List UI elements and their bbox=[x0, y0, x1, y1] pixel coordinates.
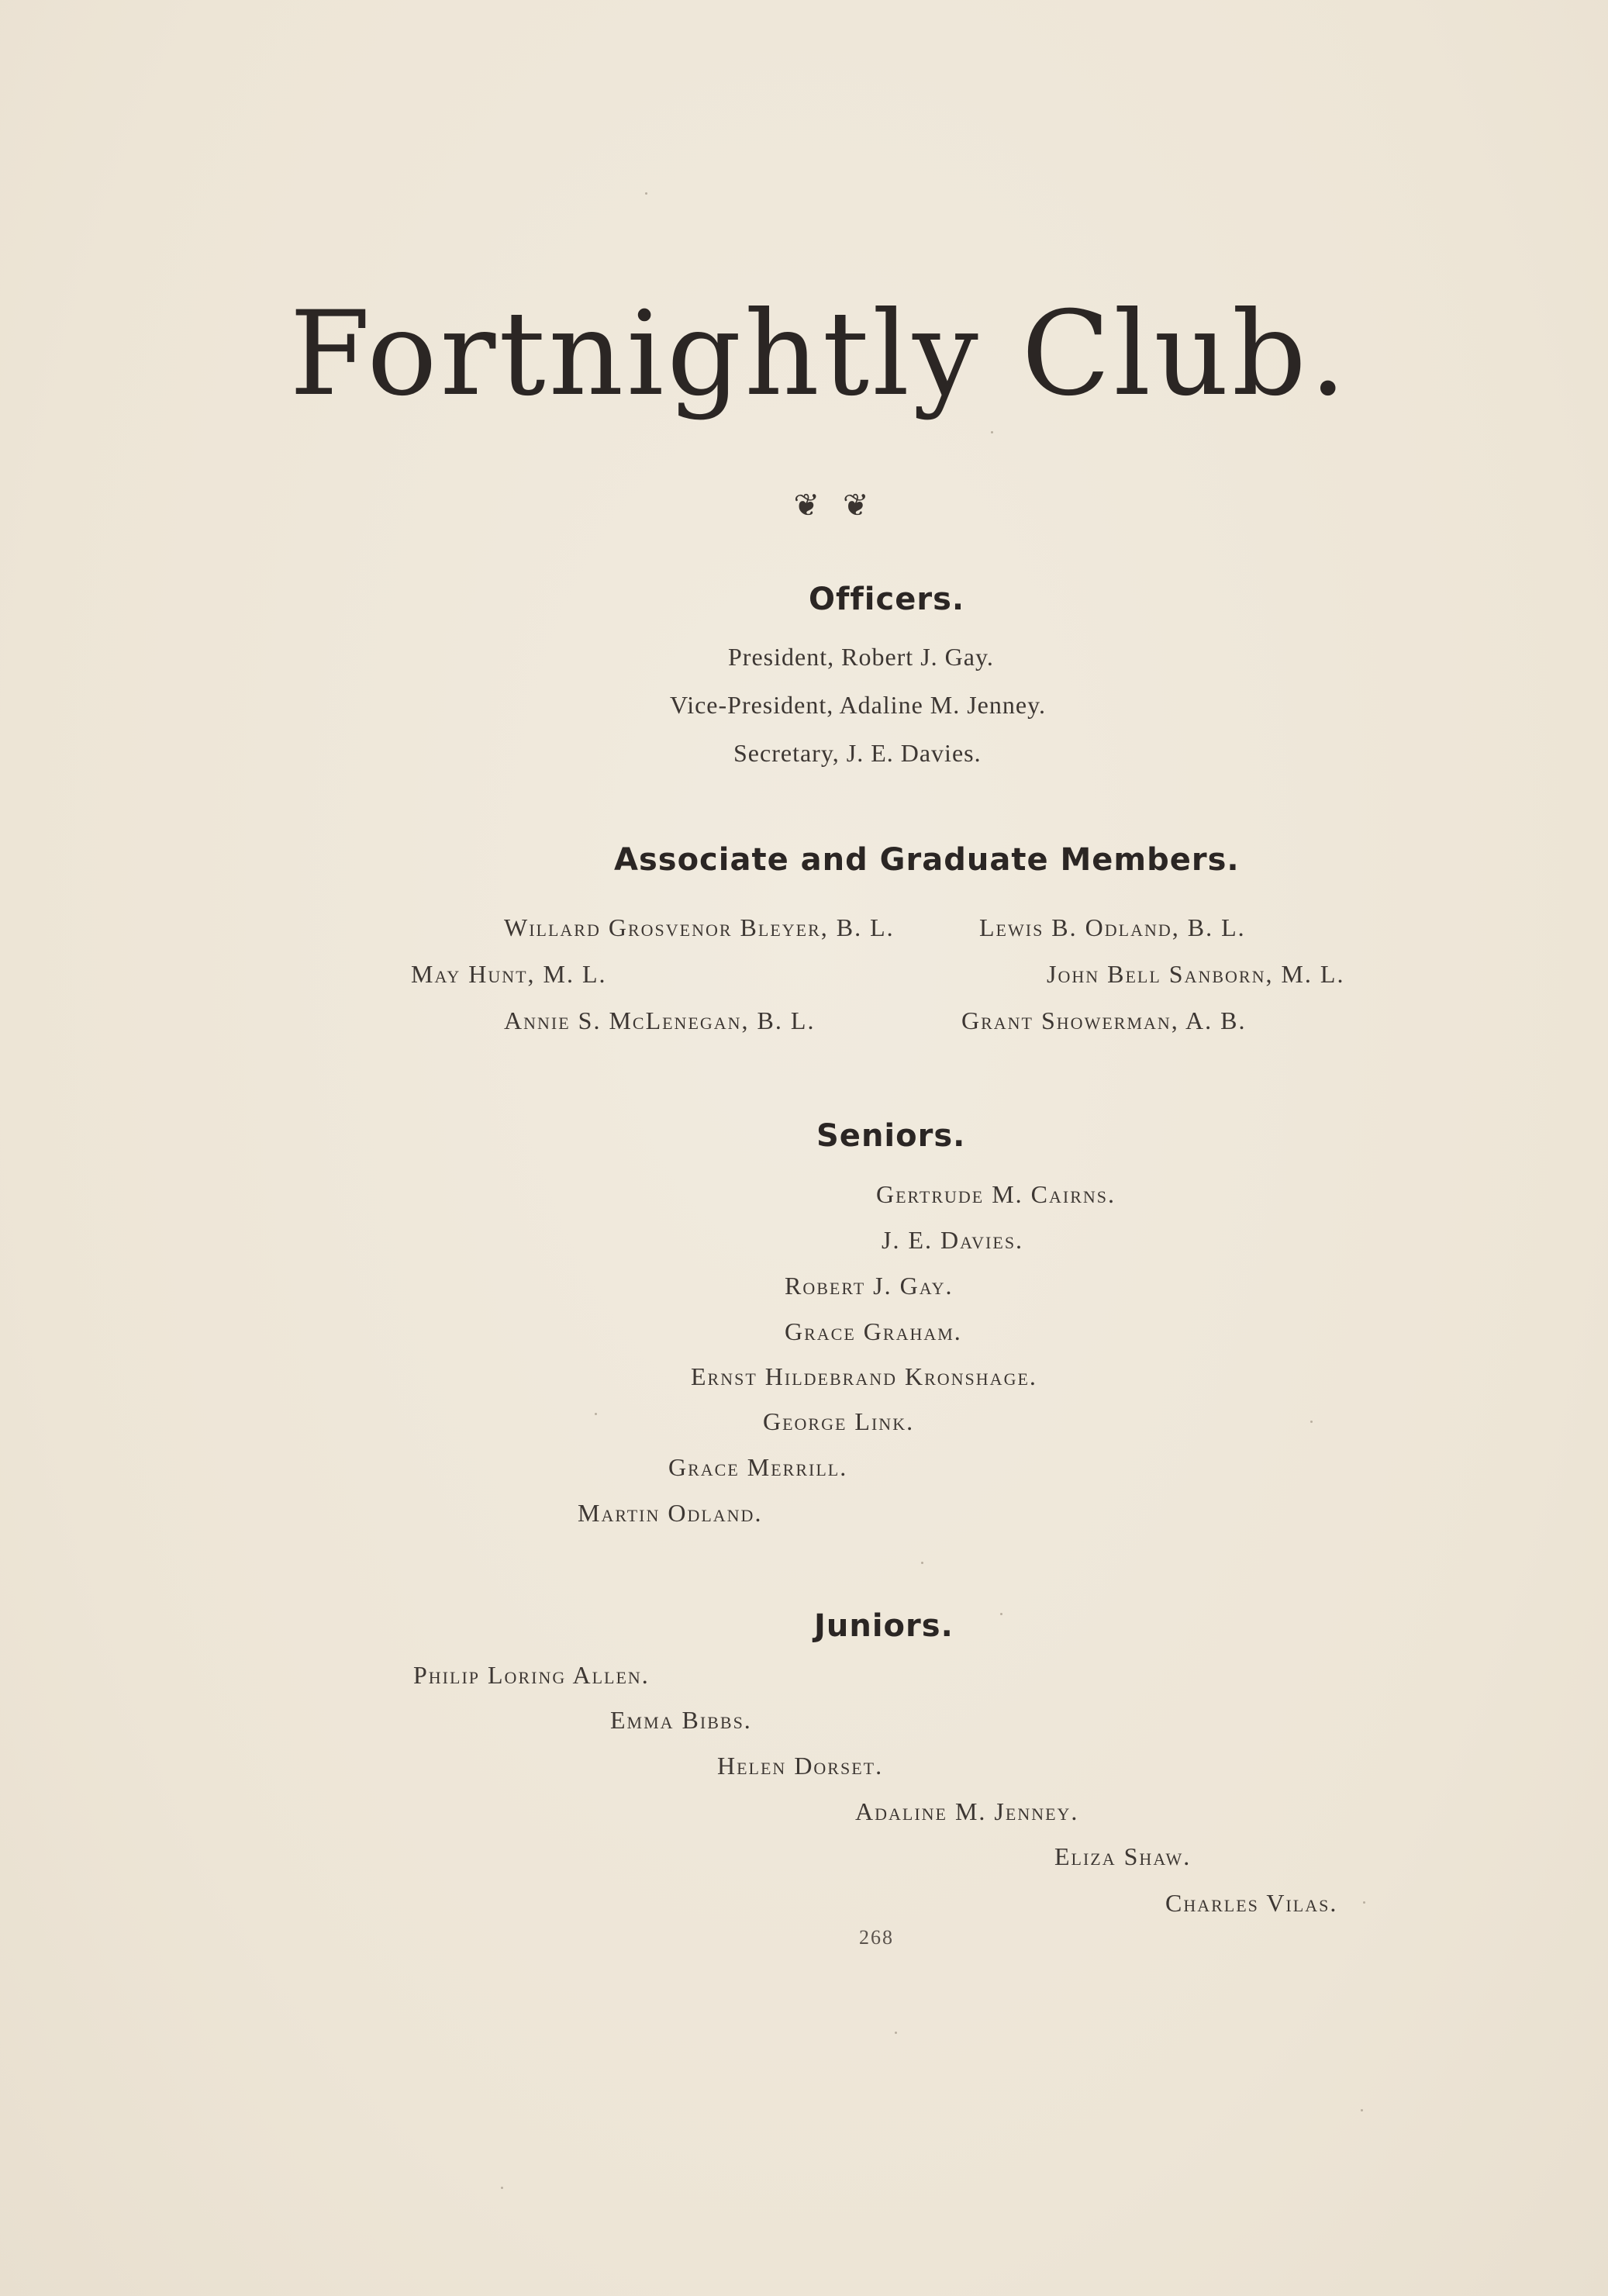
paper-speck bbox=[595, 1413, 597, 1415]
member-name: Willard Grosvenor Bleyer, B. L. bbox=[504, 913, 895, 941]
junior-name: Charles Vilas. bbox=[1165, 1889, 1338, 1917]
senior-name: Robert J. Gay. bbox=[785, 1272, 954, 1300]
junior-name: Helen Dorset. bbox=[717, 1752, 884, 1780]
paper-speck bbox=[1000, 1613, 1002, 1615]
associates-heading: Associate and Graduate Members. bbox=[614, 842, 1240, 878]
member-name: Grant Showerman, A. B. bbox=[961, 1006, 1247, 1034]
juniors-heading: Juniors. bbox=[814, 1608, 954, 1644]
paper-speck bbox=[991, 431, 993, 433]
senior-name: Martin Odland. bbox=[578, 1499, 763, 1527]
paper-speck bbox=[1363, 1901, 1365, 1904]
junior-name: Emma Bibbs. bbox=[610, 1706, 752, 1734]
senior-name: Grace Merrill. bbox=[668, 1453, 848, 1481]
senior-name: Gertrude M. Cairns. bbox=[876, 1180, 1116, 1208]
officer-line: President, Robert J. Gay. bbox=[728, 643, 994, 671]
paper-speck bbox=[921, 1562, 923, 1564]
page-number: 268 bbox=[859, 1926, 894, 1949]
junior-name: Adaline M. Jenney. bbox=[855, 1797, 1079, 1825]
member-name: Annie S. McLenegan, B. L. bbox=[504, 1006, 816, 1034]
senior-name: Grace Graham. bbox=[785, 1317, 962, 1345]
seniors-heading: Seniors. bbox=[816, 1118, 966, 1154]
senior-name: Ernst Hildebrand Kronshage. bbox=[691, 1362, 1037, 1390]
officer-line: Secretary, J. E. Davies. bbox=[733, 739, 982, 767]
junior-name: Eliza Shaw. bbox=[1054, 1842, 1192, 1870]
page-title: Fortnightly Club. bbox=[289, 287, 1350, 422]
paper-speck bbox=[895, 2032, 897, 2034]
member-name: John Bell Sanborn, M. L. bbox=[1047, 960, 1345, 988]
senior-name: J. E. Davies. bbox=[882, 1226, 1024, 1254]
member-name: Lewis B. Odland, B. L. bbox=[979, 913, 1246, 941]
junior-name: Philip Loring Allen. bbox=[413, 1661, 650, 1689]
paper-speck bbox=[1310, 1421, 1313, 1423]
member-name: May Hunt, M. L. bbox=[411, 960, 607, 988]
officers-heading: Officers. bbox=[809, 582, 965, 617]
senior-name: George Link. bbox=[763, 1407, 915, 1435]
paper-speck bbox=[501, 2187, 503, 2189]
fleuron-ornament: ❦ ❦ bbox=[793, 488, 877, 523]
paper-speck bbox=[645, 192, 647, 195]
officer-line: Vice-President, Adaline M. Jenney. bbox=[670, 691, 1046, 719]
paper-speck bbox=[1361, 2109, 1363, 2111]
